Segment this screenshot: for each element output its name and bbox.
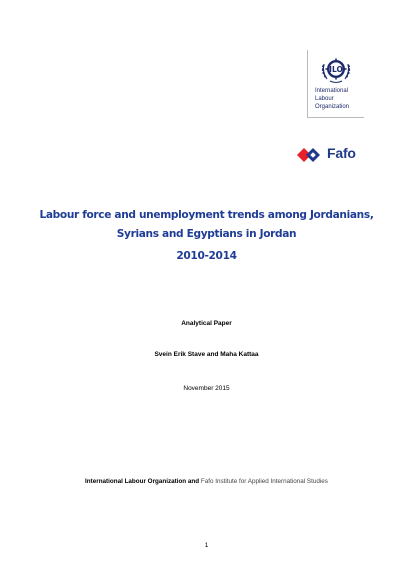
document-title (30, 206, 383, 266)
page-number: 1 (204, 542, 209, 549)
institution-fafo: Fafo Institute for Applied International Studies (200, 478, 328, 485)
publishing-institutions (0, 477, 413, 486)
ilo-name-line-2: Labour (315, 96, 334, 102)
institution-ilo: International Labour Organization (85, 478, 187, 485)
title-line-2: Syrians and Egyptians in Jordan (116, 228, 297, 240)
fafo-wordmark: Fafo (327, 145, 356, 161)
fafo-mark-icon (297, 146, 325, 162)
document-type: Analytical Paper (181, 320, 232, 327)
ilo-logo (307, 50, 364, 118)
publication-date: November 2015 (183, 385, 230, 392)
institutions-conjunction: and (187, 478, 200, 485)
ilo-emblem-icon (318, 54, 354, 86)
svg-text:ILO: ILO (329, 65, 343, 74)
document-authors: Svein Erik Stave and Maha Kattaa (154, 351, 259, 358)
title-years: 2010-2014 (176, 250, 237, 262)
ilo-name-line-1: International (315, 88, 349, 94)
fafo-logo (297, 144, 363, 164)
title-line-1: Labour force and unemployment trends among Jordanians, (39, 209, 374, 221)
ilo-name-line-3: Organization (315, 104, 350, 110)
ilo-organization-name (315, 87, 367, 111)
